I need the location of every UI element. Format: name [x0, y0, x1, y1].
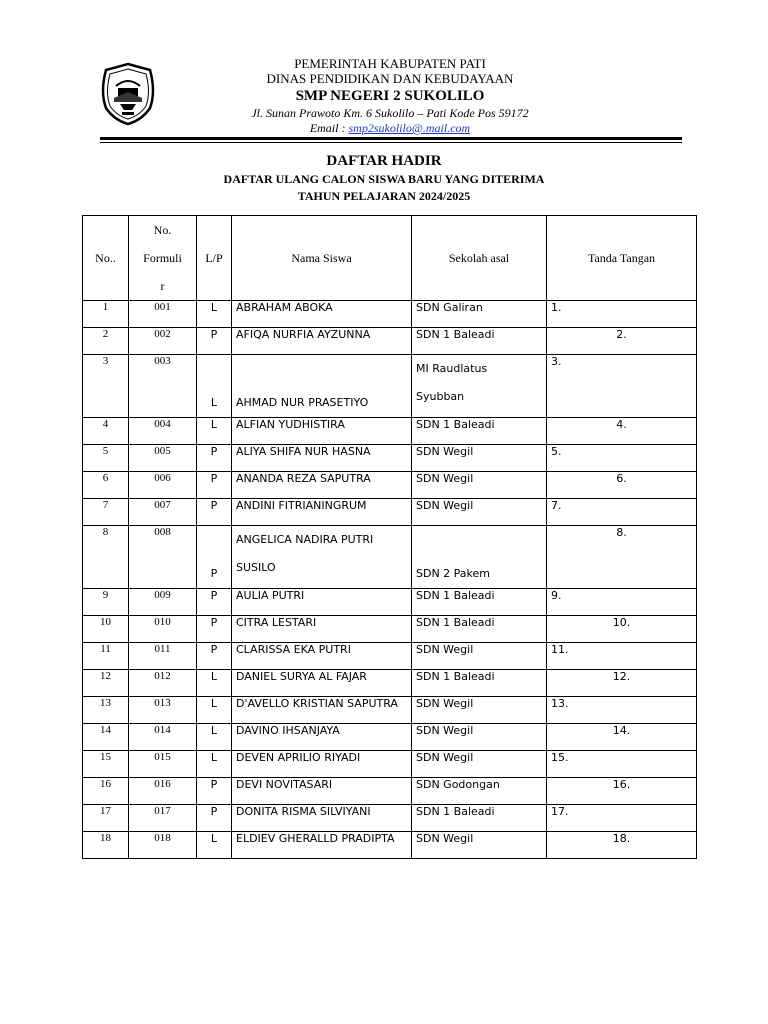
col-header-no: No..: [83, 216, 129, 301]
cell-no: 12: [83, 670, 129, 697]
cell-ttd[interactable]: 2.: [547, 328, 697, 355]
cell-nama: ALFIAN YUDHISTIRA: [232, 418, 412, 445]
document-title: DAFTAR HADIR: [326, 153, 442, 169]
table-row: [83, 832, 697, 859]
cell-lp: P: [197, 328, 232, 355]
cell-sekolah: SDN 1 Baleadi: [412, 589, 547, 616]
cell-ttd[interactable]: 10.: [547, 616, 697, 643]
cell-no: 14: [83, 724, 129, 751]
col-header-lp: L/P: [197, 216, 232, 301]
col-header-ttd: Tanda Tangan: [547, 216, 697, 301]
cell-sekolah: SDN 1 Baleadi: [412, 328, 547, 355]
cell-no: 11: [83, 643, 129, 670]
table-row: [83, 805, 697, 832]
cell-lp: L: [197, 751, 232, 778]
cell-sekolah: SDN Wegil: [412, 832, 547, 859]
cell-ttd[interactable]: 8.: [547, 526, 697, 589]
government-name: PEMERINTAH KABUPATEN PATI: [294, 56, 486, 71]
cell-nama: DONITA RISMA SILVIYANI: [232, 805, 412, 832]
academic-year: TAHUN PELAJARAN 2024/2025: [297, 189, 471, 203]
cell-nama: ELDIEV GHERALLD PRADIPTA: [232, 832, 412, 859]
cell-formulir: 012: [129, 670, 197, 697]
cell-no: 1: [83, 301, 129, 328]
letterhead: [170, 56, 610, 135]
cell-no: 13: [83, 697, 129, 724]
cell-ttd[interactable]: 15.: [547, 751, 697, 778]
cell-formulir: 017: [129, 805, 197, 832]
cell-sekolah: SDN Wegil: [412, 643, 547, 670]
cell-ttd[interactable]: 3.: [547, 355, 697, 418]
table-row: [83, 616, 697, 643]
cell-formulir: 006: [129, 472, 197, 499]
cell-lp: P: [197, 643, 232, 670]
cell-nama: DEVI NOVITASARI: [232, 778, 412, 805]
cell-formulir: 018: [129, 832, 197, 859]
cell-ttd[interactable]: 7.: [547, 499, 697, 526]
table-row: [83, 499, 697, 526]
cell-nama: CITRA LESTARI: [232, 616, 412, 643]
cell-no: 17: [83, 805, 129, 832]
cell-sekolah-line2: Syubban: [416, 390, 465, 403]
cell-no: 16: [83, 778, 129, 805]
cell-no: 8: [83, 526, 129, 589]
cell-formulir: 002: [129, 328, 197, 355]
table-row: [83, 328, 697, 355]
cell-nama: AFIQA NURFIA AYZUNNA: [232, 328, 412, 355]
letterhead-thick-rule: [100, 137, 682, 140]
cell-lp: P: [197, 499, 232, 526]
regency-emblem-logo: [98, 62, 158, 126]
cell-ttd[interactable]: 4.: [547, 418, 697, 445]
cell-ttd[interactable]: 13.: [547, 697, 697, 724]
cell-no: 18: [83, 832, 129, 859]
cell-sekolah: SDN Wegil: [412, 751, 547, 778]
table-row: [83, 751, 697, 778]
table-row: [83, 643, 697, 670]
cell-no: 2: [83, 328, 129, 355]
cell-ttd[interactable]: 14.: [547, 724, 697, 751]
table-row: [83, 670, 697, 697]
cell-formulir: 003: [129, 355, 197, 418]
cell-nama: DANIEL SURYA AL FAJAR: [232, 670, 412, 697]
cell-no: 10: [83, 616, 129, 643]
col-header-formulir-line3: r: [160, 279, 165, 293]
cell-formulir: 009: [129, 589, 197, 616]
cell-formulir: 016: [129, 778, 197, 805]
cell-nama: ANDINI FITRIANINGRUM: [232, 499, 412, 526]
cell-lp: P: [197, 445, 232, 472]
cell-sekolah: SDN Galiran: [412, 301, 547, 328]
cell-formulir: 001: [129, 301, 197, 328]
cell-lp: L: [197, 301, 232, 328]
cell-ttd[interactable]: 17.: [547, 805, 697, 832]
cell-nama: DAVINO IHSANJAYA: [232, 724, 412, 751]
cell-nama: DEVEN APRILIO RIYADI: [232, 751, 412, 778]
cell-lp: L: [197, 670, 232, 697]
table-row: [83, 697, 697, 724]
cell-formulir: 015: [129, 751, 197, 778]
cell-no: 6: [83, 472, 129, 499]
letterhead-thin-rule: [100, 142, 682, 143]
cell-nama: [232, 526, 412, 589]
cell-sekolah: SDN 2 Pakem: [412, 526, 547, 589]
col-header-nama: Nama Siswa: [232, 216, 412, 301]
cell-sekolah: SDN Wegil: [412, 499, 547, 526]
cell-no: 15: [83, 751, 129, 778]
table-row: [83, 472, 697, 499]
cell-formulir: 014: [129, 724, 197, 751]
cell-no: 4: [83, 418, 129, 445]
department-name: DINAS PENDIDIKAN DAN KEBUDAYAAN: [266, 71, 514, 86]
cell-sekolah: SDN Wegil: [412, 445, 547, 472]
cell-sekolah: SDN Wegil: [412, 697, 547, 724]
cell-formulir: 007: [129, 499, 197, 526]
cell-no: 5: [83, 445, 129, 472]
cell-formulir: 008: [129, 526, 197, 589]
cell-nama: ABRAHAM ABOKA: [232, 301, 412, 328]
cell-formulir: 011: [129, 643, 197, 670]
attendance-table: [82, 215, 697, 859]
cell-ttd[interactable]: 12.: [547, 670, 697, 697]
table-row: [83, 301, 697, 328]
cell-lp: P: [197, 589, 232, 616]
cell-nama: CLARISSA EKA PUTRI: [232, 643, 412, 670]
cell-sekolah: SDN Wegil: [412, 724, 547, 751]
cell-no: 9: [83, 589, 129, 616]
cell-nama-line1: ANGELICA NADIRA PUTRI: [236, 533, 374, 546]
cell-lp: P: [197, 526, 232, 589]
school-name: SMP NEGERI 2 SUKOLILO: [295, 88, 485, 104]
cell-no: 7: [83, 499, 129, 526]
cell-formulir: 013: [129, 697, 197, 724]
cell-nama: AULIA PUTRI: [232, 589, 412, 616]
table-row: [83, 355, 697, 418]
cell-sekolah: SDN 1 Baleadi: [412, 616, 547, 643]
cell-lp: P: [197, 472, 232, 499]
cell-nama: ANANDA REZA SAPUTRA: [232, 472, 412, 499]
cell-nama: ALIYA SHIFA NUR HASNA: [232, 445, 412, 472]
table-row: [83, 526, 697, 589]
cell-lp: L: [197, 832, 232, 859]
cell-sekolah: SDN 1 Baleadi: [412, 805, 547, 832]
col-header-formulir: [129, 216, 197, 301]
cell-nama: AHMAD NUR PRASETIYO: [232, 355, 412, 418]
cell-sekolah: SDN Godongan: [412, 778, 547, 805]
cell-ttd[interactable]: 6.: [547, 472, 697, 499]
cell-ttd[interactable]: 1.: [547, 301, 697, 328]
document-subtitle: DAFTAR ULANG CALON SISWA BARU YANG DITERIMA: [223, 172, 545, 186]
cell-no: 3: [83, 355, 129, 418]
cell-nama: D'AVELLO KRISTIAN SAPUTRA: [232, 697, 412, 724]
cell-ttd[interactable]: 5.: [547, 445, 697, 472]
cell-lp: P: [197, 778, 232, 805]
cell-lp: P: [197, 805, 232, 832]
col-header-sekolah: Sekolah asal: [412, 216, 547, 301]
cell-sekolah: [412, 355, 547, 418]
cell-lp: P: [197, 616, 232, 643]
col-header-formulir-line1: No.: [153, 223, 172, 237]
cell-sekolah: SDN 1 Baleadi: [412, 670, 547, 697]
email-label: Email :: [309, 121, 349, 135]
col-header-formulir-line2: Formuli: [143, 251, 182, 265]
table-row: [83, 724, 697, 751]
school-email-line: [170, 121, 610, 135]
table-header-row: [83, 216, 697, 301]
cell-ttd[interactable]: 16.: [547, 778, 697, 805]
cell-ttd[interactable]: 11.: [547, 643, 697, 670]
cell-sekolah: SDN Wegil: [412, 472, 547, 499]
table-row: [83, 418, 697, 445]
cell-sekolah-line1: MI Raudlatus: [416, 362, 488, 375]
cell-formulir: 010: [129, 616, 197, 643]
cell-lp: L: [197, 418, 232, 445]
email-link[interactable]: smp2sukolilo@.mail.com: [348, 121, 471, 135]
cell-lp: L: [197, 697, 232, 724]
cell-ttd[interactable]: 18.: [547, 832, 697, 859]
cell-formulir: 004: [129, 418, 197, 445]
cell-lp: L: [197, 724, 232, 751]
cell-formulir: 005: [129, 445, 197, 472]
table-row: [83, 445, 697, 472]
cell-nama-line2: SUSILO: [236, 561, 276, 574]
table-row: [83, 589, 697, 616]
cell-ttd[interactable]: 9.: [547, 589, 697, 616]
school-address: Jl. Sunan Prawoto Km. 6 Sukolilo – Pati Kode Pos 59172: [251, 106, 529, 120]
cell-sekolah: SDN 1 Baleadi: [412, 418, 547, 445]
table-row: [83, 778, 697, 805]
cell-lp: L: [197, 355, 232, 418]
